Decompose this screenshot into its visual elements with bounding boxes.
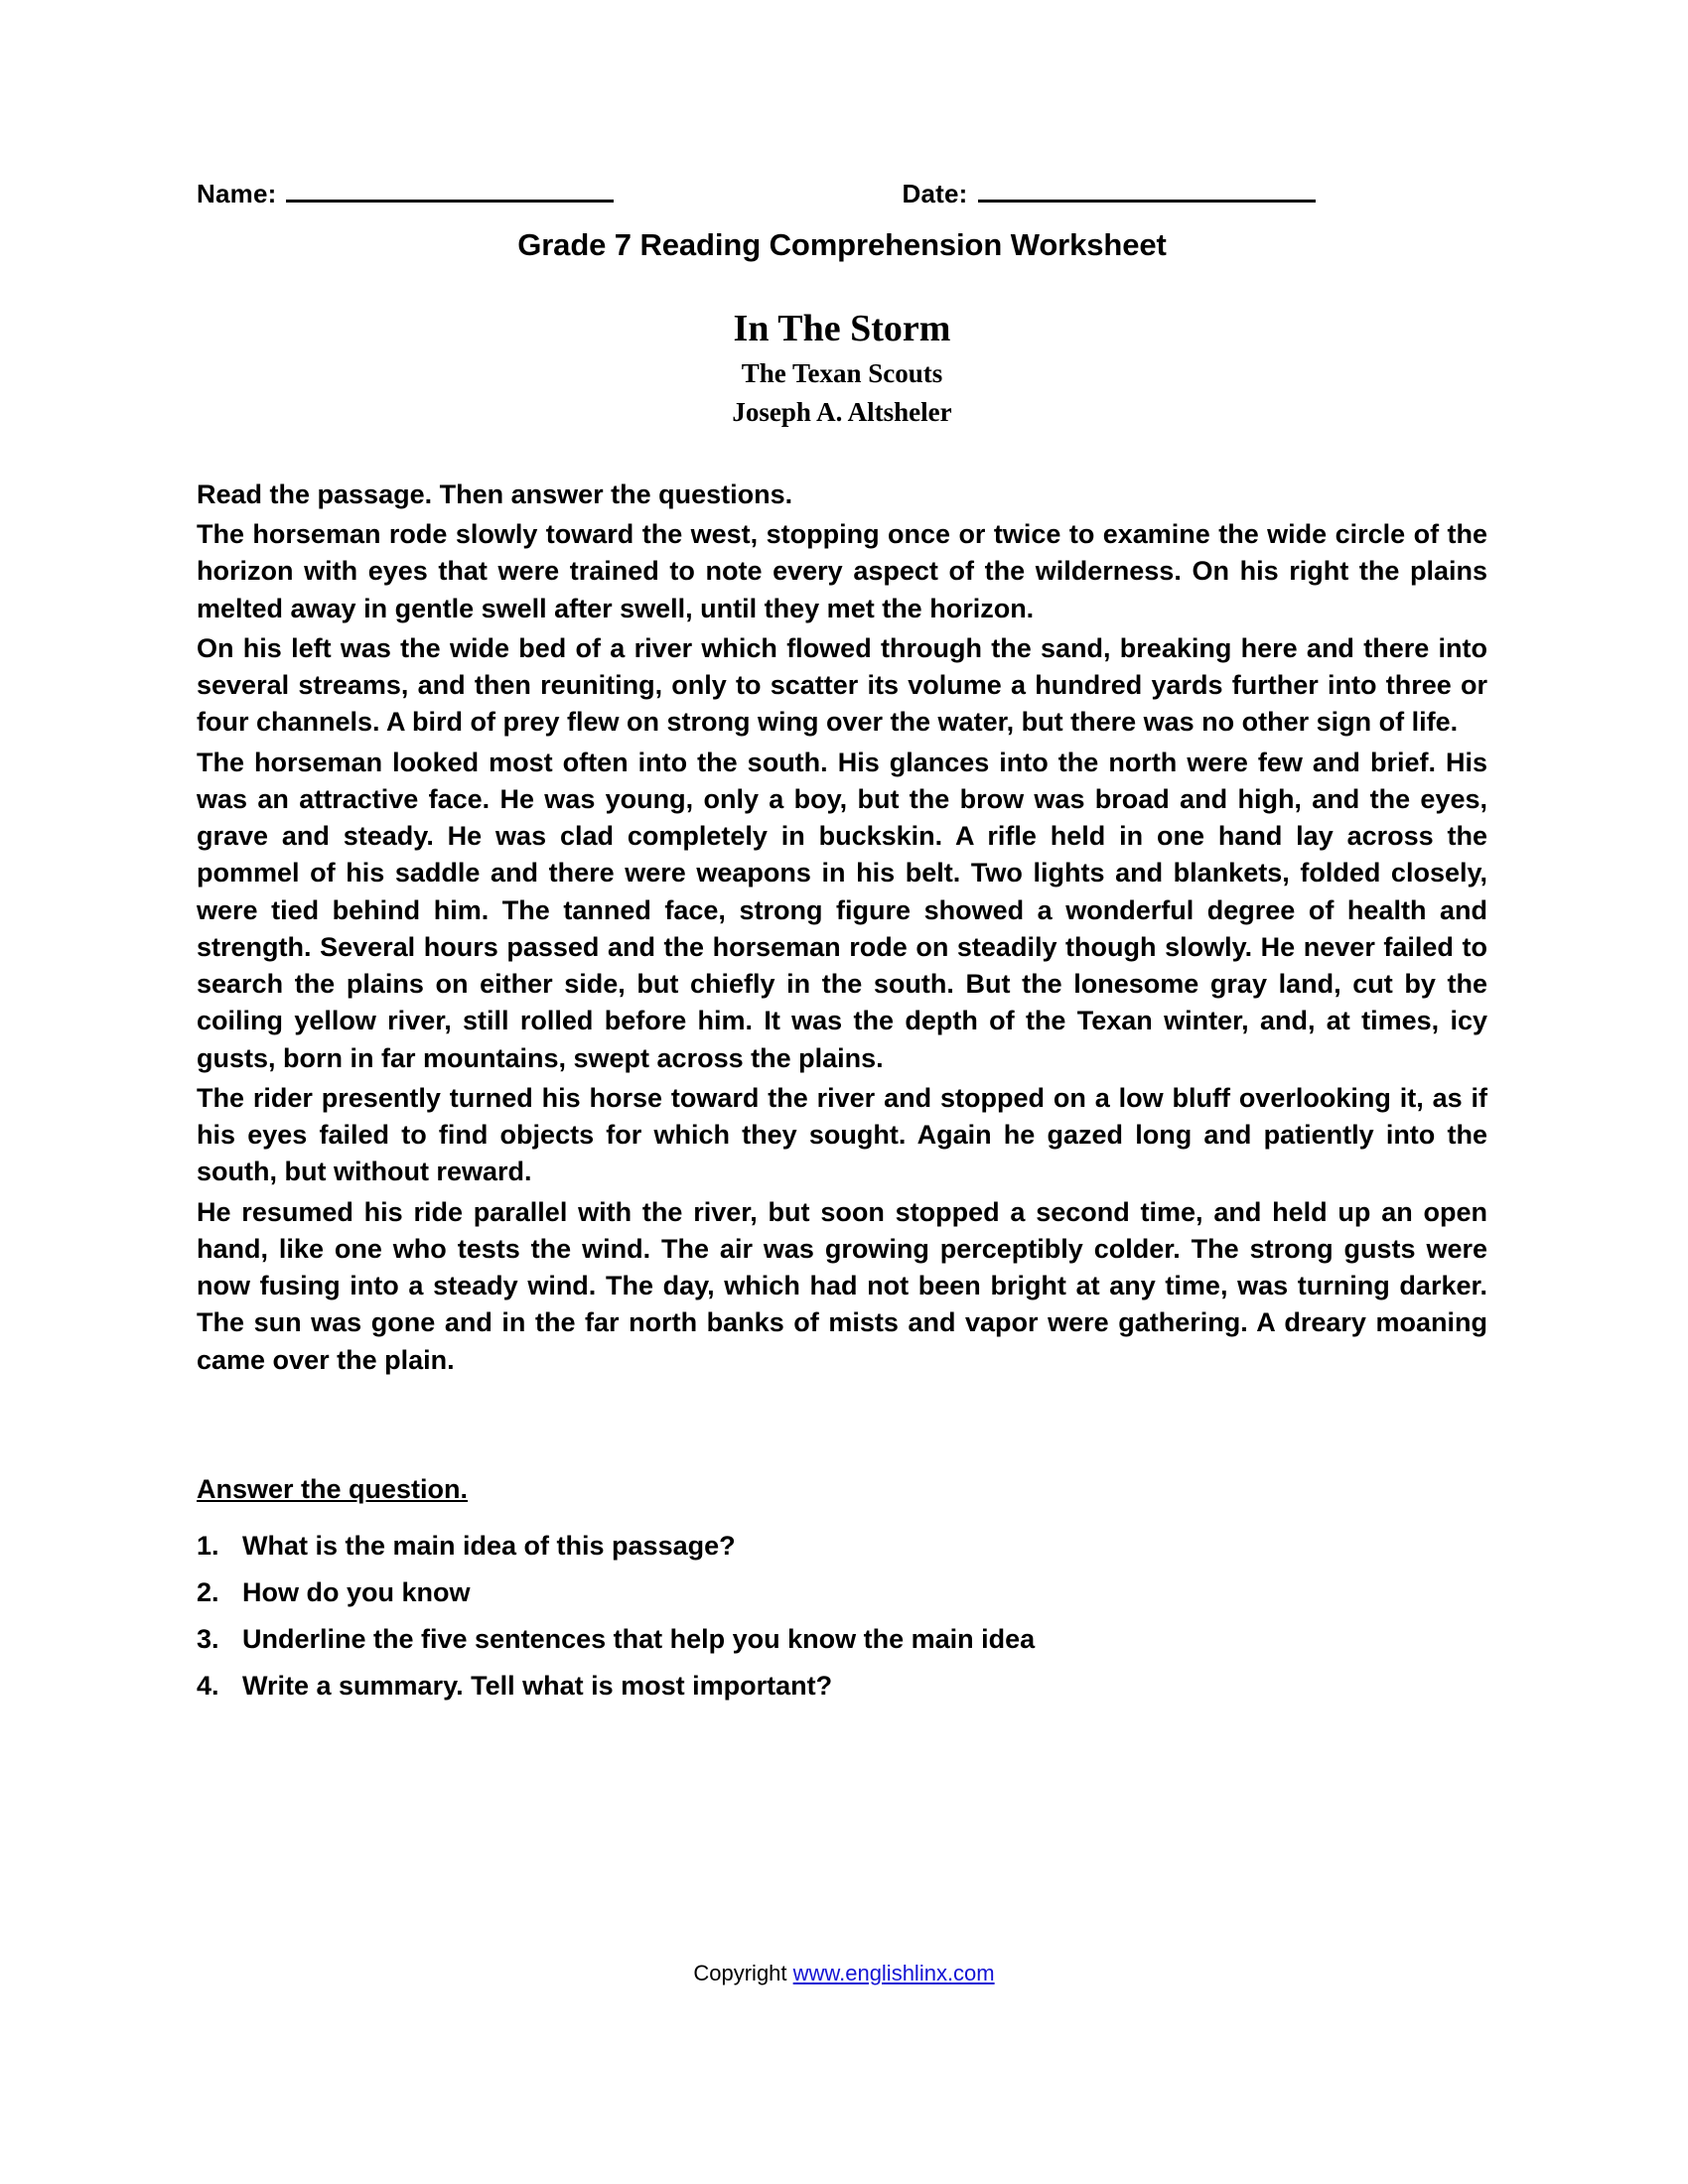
list-item: [197, 1577, 1487, 1608]
question-text: What is the main idea of this passage?: [242, 1530, 736, 1561]
name-date-row: [197, 179, 1487, 209]
question-number: 3.: [197, 1623, 219, 1654]
copyright-link[interactable]: www.englishlinx.com: [792, 1961, 995, 1985]
question-text: Underline the five sentences that help you know the main idea: [242, 1623, 1036, 1654]
question-text: Write a summary. Tell what is most important?: [242, 1670, 833, 1701]
reading-instruction: Read the passage. Then answer the questions.: [197, 479, 793, 509]
name-write-line[interactable]: [286, 180, 614, 203]
list-item: [197, 1624, 1487, 1655]
story-title: In The Storm: [733, 308, 951, 349]
footer: [0, 1961, 1688, 1986]
date-write-line[interactable]: [978, 180, 1316, 203]
question-text: How do you know: [242, 1576, 471, 1607]
passage-paragraph: The rider presently turned his horse toward the river and stopped on a low bluff overlooking it, as if his eyes failed to find objects for which they sought. Again he gazed long and patiently into the south, but without reward.: [197, 1082, 1487, 1187]
passage-paragraph: He resumed his ride parallel with the river, but soon stopped a second time, and held up an open hand, like one who tests the wind. The air was growing perceptibly colder. The strong gusts were now fusing into a steady wind. The day, which had not been bright at any time, was turning darker. The sun was gone and in the far north banks of mists and vapor were gathering. A dreary moaning came over the plain.: [197, 1196, 1487, 1375]
page-title: Grade 7 Reading Comprehension Worksheet: [517, 227, 1167, 262]
story-subtitle: The Texan Scouts: [741, 358, 943, 388]
question-number: 2.: [197, 1576, 219, 1607]
list-item: [197, 1671, 1487, 1702]
question-number: 1.: [197, 1530, 219, 1561]
name-label: Name:: [197, 179, 277, 208]
worksheet-content: [197, 179, 1487, 1717]
list-item: [197, 1531, 1487, 1562]
question-number: 4.: [197, 1670, 219, 1701]
passage-body: [197, 516, 1487, 1379]
story-author: Joseph A. Altsheler: [732, 397, 952, 427]
passage-paragraph: The horseman rode slowly toward the west, stopping once or twice to examine the wide circle of the horizon with eyes that were trained to note every aspect of the wilderness. On his right the plains melted away in gentle swell after swell, until they met the horizon.: [197, 519, 1487, 623]
passage-paragraph: The horseman looked most often into the south. His glances into the north were few and brief. His was an attractive face. He was young, only a boy, but the brow was broad and high, and the eyes, grave and steady. He was clad completely in buckskin. A rifle held in one hand lay across the pommel of his saddle and there were weapons in his belt. Two lights and blankets, folded closely, were tied behind him. The tanned face, strong figure showed a wonderful degree of health and strength. Several hours passed and the horseman rode on steadily though slowly. He never failed to search the plains on either side, but chiefly in the south. But the lonesome gray land, cut by the coiling yellow river, still rolled before him. It was the depth of the Texan winter, and, at times, icy gusts, born in far mountains, swept across the plains.: [197, 747, 1487, 1073]
answer-section-heading: Answer the question.: [197, 1473, 469, 1504]
date-label: Date:: [902, 179, 968, 208]
question-list: [197, 1531, 1487, 1702]
copyright-text: Copyright: [693, 1961, 793, 1985]
passage-paragraph: On his left was the wide bed of a river which flowed through the sand, breaking here and there into several streams, and then reuniting, only to scatter its volume a hundred yards further into three or four channels. A bird of prey flew on strong wing over the water, but there was no other sign of life.: [197, 632, 1487, 738]
